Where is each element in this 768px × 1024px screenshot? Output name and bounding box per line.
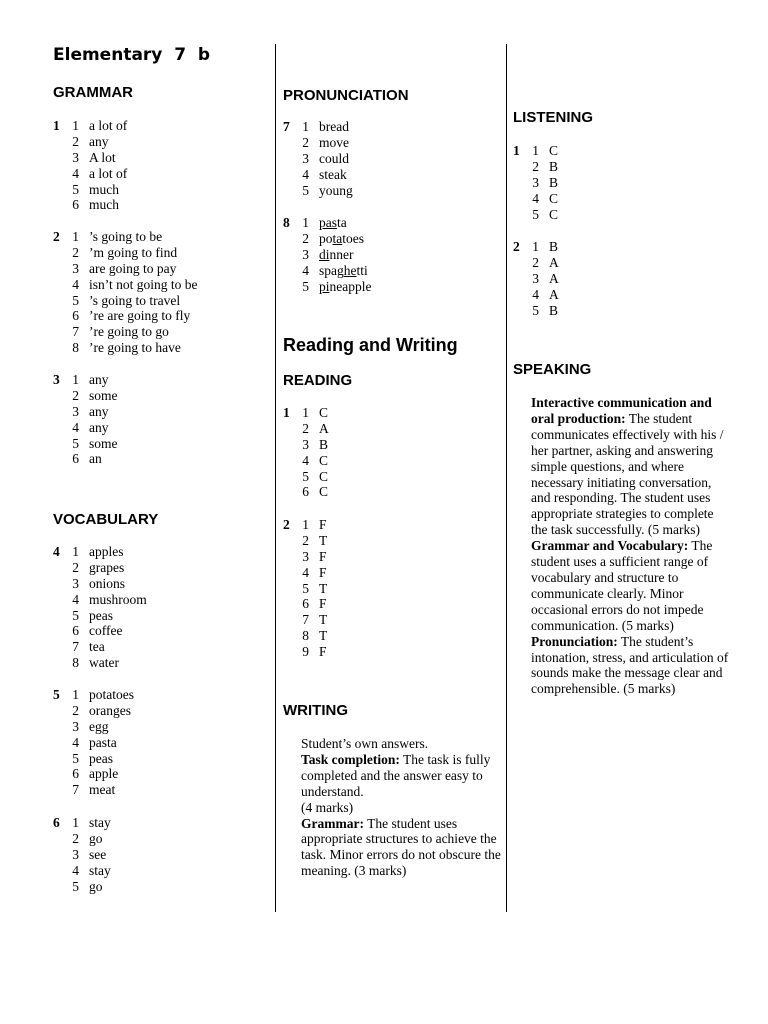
answer-text: T xyxy=(319,628,328,644)
answer-text: C xyxy=(319,468,329,484)
item-number: 1 xyxy=(72,372,79,387)
item-number: 4 xyxy=(72,734,79,750)
item-number: 1 xyxy=(302,215,309,230)
item-number: 2 xyxy=(72,133,79,149)
exercise-number: 1 xyxy=(53,118,60,133)
answer-text: ’re going to go xyxy=(89,324,169,340)
answer-text: A xyxy=(549,286,559,302)
answer-text: grapes xyxy=(89,559,125,575)
exercise-number: 5 xyxy=(53,687,60,702)
answer-text: a lot of xyxy=(89,165,128,181)
answer-text: F xyxy=(319,596,327,612)
item-number: 7 xyxy=(302,612,309,628)
item-number: 2 xyxy=(532,158,539,174)
item-number: 8 xyxy=(72,655,79,671)
item-number: 4 xyxy=(302,262,309,278)
answer-text: any xyxy=(89,403,109,419)
answer-text: pasta xyxy=(89,734,117,750)
answer-text: ’s going to be xyxy=(89,229,163,244)
item-number: 3 xyxy=(72,575,79,591)
item-number: 1 xyxy=(72,229,79,244)
answer-text: C xyxy=(319,484,329,500)
speaking-interactive xyxy=(531,395,731,538)
answer-text: A lot xyxy=(89,149,116,165)
writing-heading: WRITING xyxy=(283,702,348,719)
listening-heading: LISTENING xyxy=(513,109,594,126)
exercise-number: 6 xyxy=(53,815,60,830)
answer-pre: spag xyxy=(319,262,344,278)
answer-text: stay xyxy=(89,862,111,878)
exercise-number: 1 xyxy=(283,405,290,420)
writing-task-marks: (4 marks) xyxy=(301,799,354,815)
writing-task-completion xyxy=(301,752,501,800)
task-completion-label: Task completion: xyxy=(301,751,400,767)
item-number: 3 xyxy=(532,270,539,286)
answer-text: ’re going to have xyxy=(89,340,181,356)
answer-text: apples xyxy=(89,544,124,559)
item-number: 5 xyxy=(302,182,309,198)
answer-text: go xyxy=(89,878,103,894)
exercise-number: 7 xyxy=(283,119,290,134)
answer-text: peas xyxy=(89,607,113,623)
answer-post: ta xyxy=(337,215,347,230)
answer-text: steak xyxy=(319,166,347,182)
item-number: 2 xyxy=(72,387,79,403)
item-number: 3 xyxy=(302,150,309,166)
exercise-number: 2 xyxy=(283,517,290,532)
answer-text xyxy=(319,215,347,231)
item-number: 1 xyxy=(532,143,539,158)
reading-heading: READING xyxy=(283,372,353,389)
answer-text: T xyxy=(319,532,328,548)
answer-text: much xyxy=(89,197,119,213)
column-divider-left xyxy=(275,44,276,912)
answer-text: young xyxy=(319,182,353,198)
answer-text xyxy=(319,279,372,295)
item-number: 2 xyxy=(72,702,79,718)
answer-text: isn’t not going to be xyxy=(89,276,198,292)
answer-text: any xyxy=(89,133,109,149)
exercise-number: 1 xyxy=(513,143,520,158)
item-number: 4 xyxy=(532,286,539,302)
item-number: 6 xyxy=(72,766,79,782)
task-completion-text: The task is fully completed and the answer easy to understand. xyxy=(301,751,491,799)
exercise-number: 4 xyxy=(53,544,60,559)
exercise-number: 2 xyxy=(513,239,520,254)
item-number: 2 xyxy=(302,230,309,246)
answer-text: T xyxy=(319,612,328,628)
speaking-criteria xyxy=(531,395,731,697)
interactive-text: The student communicates effectively with his / her partner, asking and answering simple questions, and where necessary initiating conversation, and responding. The student uses appropriate strategies to complete the task successfully. (5 marks) xyxy=(531,410,724,538)
answer-text: a lot of xyxy=(89,118,128,133)
answer-text: peas xyxy=(89,750,113,766)
item-number: 1 xyxy=(72,118,79,133)
answer-text: C xyxy=(549,190,559,206)
answer-post: tti xyxy=(356,262,368,278)
item-number: 2 xyxy=(532,254,539,270)
answer-text: F xyxy=(319,517,327,532)
writing-grammar xyxy=(301,816,501,880)
answer-text: F xyxy=(319,644,327,660)
item-number: 3 xyxy=(302,436,309,452)
item-number: 4 xyxy=(72,165,79,181)
item-number: 6 xyxy=(72,451,79,467)
item-number: 4 xyxy=(302,452,309,468)
stressed-syllable: pi xyxy=(319,278,330,294)
item-number: 3 xyxy=(72,718,79,734)
item-number: 7 xyxy=(72,639,79,655)
pronunciation-heading: PRONUNCIATION xyxy=(283,87,409,104)
answer-text: T xyxy=(319,580,328,596)
answer-text: move xyxy=(319,134,349,150)
item-number: 5 xyxy=(72,181,79,197)
item-number: 5 xyxy=(72,878,79,894)
column-divider-right xyxy=(506,44,507,912)
answer-text: B xyxy=(549,239,559,254)
item-number: 5 xyxy=(302,580,309,596)
answer-text: onions xyxy=(89,575,126,591)
pronunciation-label: Pronunciation: xyxy=(531,633,618,649)
speaking-pronunciation xyxy=(531,634,731,698)
item-number: 2 xyxy=(72,244,79,260)
answer-text: B xyxy=(549,302,559,318)
answer-text: potatoes xyxy=(89,687,134,702)
item-number: 1 xyxy=(72,815,79,830)
item-number: 1 xyxy=(302,405,309,420)
answer-text: some xyxy=(89,387,118,403)
stressed-syllable: pas xyxy=(319,215,337,230)
answer-text: any xyxy=(89,372,109,387)
answer-text: see xyxy=(89,846,107,862)
item-number: 2 xyxy=(302,134,309,150)
exercise-number: 8 xyxy=(283,215,290,230)
answer-text: C xyxy=(319,405,329,420)
answer-text: F xyxy=(319,548,327,564)
item-number: 6 xyxy=(72,197,79,213)
item-number: 5 xyxy=(72,292,79,308)
stressed-syllable: di xyxy=(319,246,330,262)
writing-criteria xyxy=(301,736,501,879)
answer-post: nner xyxy=(329,246,354,262)
answer-text: meat xyxy=(89,782,116,798)
item-number: 2 xyxy=(302,420,309,436)
answer-post: toes xyxy=(342,230,364,246)
item-number: 7 xyxy=(72,782,79,798)
answer-text: egg xyxy=(89,718,109,734)
answer-text: water xyxy=(89,655,119,671)
answer-text: C xyxy=(319,452,329,468)
stressed-syllable: ta xyxy=(332,230,343,246)
item-number: 3 xyxy=(302,246,309,262)
item-number: 7 xyxy=(72,324,79,340)
answer-pre: po xyxy=(319,230,333,246)
grammar-label: Grammar: xyxy=(301,815,364,831)
answer-text: ’s going to travel xyxy=(89,292,181,308)
answer-text: ’re are going to fly xyxy=(89,308,191,324)
answer-text: tea xyxy=(89,639,105,655)
grammar-vocab-label: Grammar and Vocabulary: xyxy=(531,538,689,554)
answer-text: go xyxy=(89,830,103,846)
answer-post: neapple xyxy=(329,278,372,294)
item-number: 5 xyxy=(72,435,79,451)
grammar-heading: GRAMMAR xyxy=(53,84,133,101)
answer-text: are going to pay xyxy=(89,260,177,276)
item-number: 8 xyxy=(302,628,309,644)
exercise-number: 3 xyxy=(53,372,60,387)
answer-text: bread xyxy=(319,119,349,134)
stressed-syllable: he xyxy=(343,262,357,278)
answer-text: an xyxy=(89,451,102,467)
answer-text: C xyxy=(549,206,559,222)
item-number: 6 xyxy=(72,308,79,324)
item-number: 3 xyxy=(532,174,539,190)
answer-text: C xyxy=(549,143,559,158)
speaking-grammar-vocab xyxy=(531,538,731,633)
answer-text: stay xyxy=(89,815,111,830)
item-number: 9 xyxy=(302,644,309,660)
answer-text: A xyxy=(549,270,559,286)
item-number: 3 xyxy=(302,548,309,564)
item-number: 3 xyxy=(72,846,79,862)
vocabulary-heading: VOCABULARY xyxy=(53,511,159,528)
item-number: 1 xyxy=(72,544,79,559)
answer-text: B xyxy=(549,158,559,174)
item-number: 5 xyxy=(72,607,79,623)
item-number: 5 xyxy=(532,302,539,318)
item-number: 4 xyxy=(72,591,79,607)
answer-text xyxy=(319,247,354,263)
answer-text: F xyxy=(319,564,327,580)
item-number: 6 xyxy=(302,484,309,500)
answer-text: ’m going to find xyxy=(89,244,178,260)
answer-text: B xyxy=(549,174,559,190)
reading-writing-heading: Reading and Writing xyxy=(283,335,458,355)
exercise-number: 2 xyxy=(53,229,60,244)
speaking-heading: SPEAKING xyxy=(513,361,592,378)
item-number: 6 xyxy=(72,623,79,639)
item-number: 3 xyxy=(72,403,79,419)
answer-text: A xyxy=(319,420,329,436)
answer-text: could xyxy=(319,150,349,166)
answer-text: coffee xyxy=(89,623,123,639)
answer-text xyxy=(319,231,364,247)
answer-text: much xyxy=(89,181,119,197)
item-number: 4 xyxy=(302,166,309,182)
writing-line-1: Student’s own answers. xyxy=(301,736,429,751)
item-number: 3 xyxy=(72,149,79,165)
answer-text: A xyxy=(549,254,559,270)
item-number: 3 xyxy=(72,260,79,276)
answer-text xyxy=(319,263,368,279)
answer-text: any xyxy=(89,419,109,435)
item-number: 4 xyxy=(72,419,79,435)
item-number: 1 xyxy=(532,239,539,254)
answer-text: mushroom xyxy=(89,591,147,607)
item-number: 4 xyxy=(532,190,539,206)
item-number: 4 xyxy=(302,564,309,580)
item-number: 5 xyxy=(72,750,79,766)
item-number: 5 xyxy=(302,278,309,294)
item-number: 2 xyxy=(72,830,79,846)
item-number: 2 xyxy=(302,532,309,548)
item-number: 2 xyxy=(72,559,79,575)
item-number: 1 xyxy=(302,517,309,532)
item-number: 5 xyxy=(302,468,309,484)
answer-text: apple xyxy=(89,766,119,782)
grammar-vocab-text: The student uses a sufficient range of vocabulary and structure to communicate clearly. Minor occasional errors do not impede communication. (5 marks) xyxy=(531,538,713,633)
item-number: 8 xyxy=(72,340,79,356)
item-number: 1 xyxy=(72,687,79,702)
answer-text: B xyxy=(319,436,329,452)
document-title: Elementary 7 b xyxy=(53,45,211,65)
item-number: 6 xyxy=(302,596,309,612)
item-number: 4 xyxy=(72,862,79,878)
answer-text: oranges xyxy=(89,702,131,718)
grammar-text: The student uses appropriate structures to achieve the task. Minor errors do not obscure the meaning. (3 marks) xyxy=(301,815,501,879)
item-number: 5 xyxy=(532,206,539,222)
item-number: 4 xyxy=(72,276,79,292)
pronunciation-text: The student’s intonation, stress, and articulation of sounds make the message clear and comprehensible. (5 marks) xyxy=(531,633,729,697)
item-number: 1 xyxy=(302,119,309,134)
answer-text: some xyxy=(89,435,118,451)
interactive-label: Interactive communication and oral production: xyxy=(531,395,712,426)
